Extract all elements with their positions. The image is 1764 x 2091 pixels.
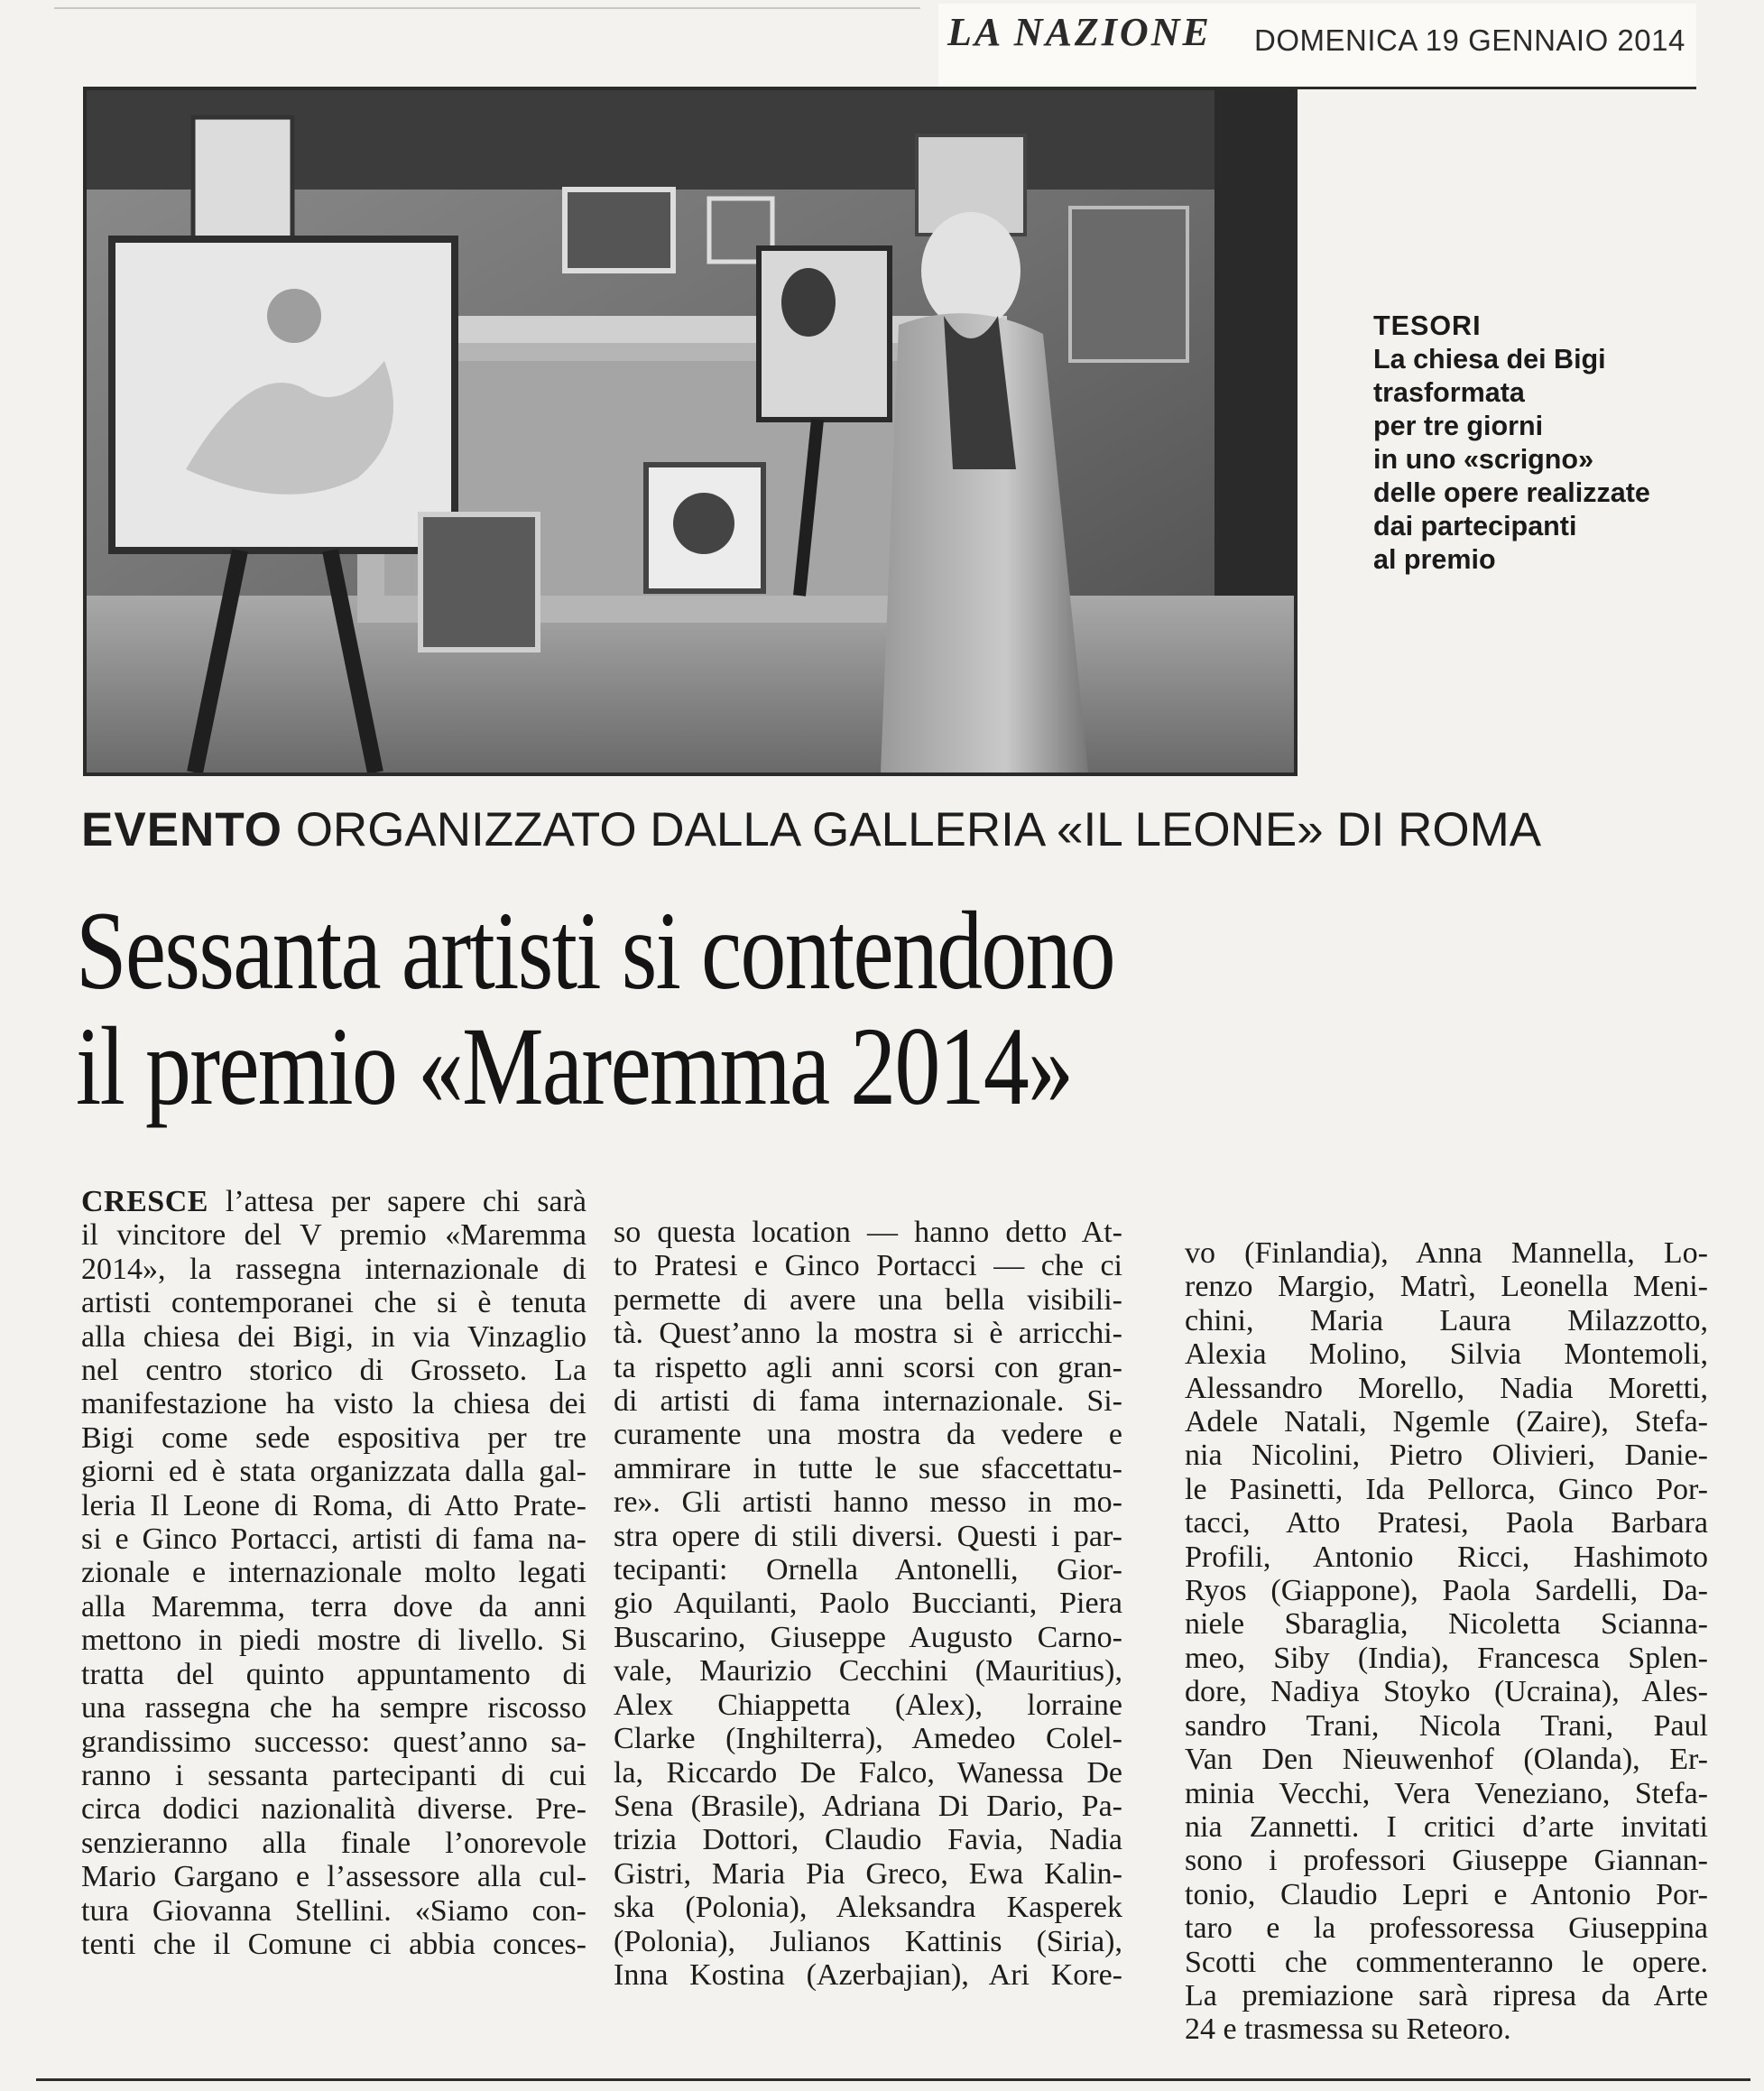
- article-text-line: re». Gli artisti hanno messo in mo-: [614, 1485, 1122, 1520]
- kicker-text: ORGANIZZATO DALLA GALLERIA «IL LEONE» DI ROMA: [282, 803, 1542, 856]
- article-text-line: vo (Finlandia), Anna Mannella, Lo-: [1185, 1236, 1708, 1270]
- caption-title: TESORI: [1373, 310, 1482, 341]
- article-text-fragment: l’attesa per sapere chi sarà: [208, 1185, 586, 1218]
- article-headline: [76, 889, 1422, 1128]
- article-text-line: ammirare in tutte le sue sfaccettatu-: [614, 1451, 1122, 1485]
- article-text-line: so questa location — hanno detto At-: [614, 1216, 1122, 1249]
- article-text-line: leria Il Leone di Roma, di Atto Prate-: [81, 1488, 586, 1522]
- article-text-line: Mario Gargano e l’assessore alla cul-: [81, 1860, 586, 1894]
- article-text-line: gio Aquilanti, Paolo Buccianti, Piera: [614, 1587, 1122, 1621]
- article-text-line: nel centro storico di Grosseto. La: [81, 1354, 586, 1388]
- article-text-line: una rassegna che ha sempre riscosso: [81, 1691, 586, 1726]
- article-text-line: Adele Natali, Ngemle (Zaire), Stefa-: [1185, 1405, 1708, 1439]
- article-text-line: le Pasinetti, Ida Pellorca, Ginco Por-: [1185, 1472, 1708, 1506]
- caption-line: al premio: [1373, 544, 1496, 575]
- article-text-line: sono i professori Giuseppe Giannan-: [1185, 1844, 1708, 1878]
- article-text-line: Buscarino, Giuseppe Augusto Carno-: [614, 1620, 1122, 1654]
- article-text-line: il vincitore del V premio «Maremma: [81, 1218, 586, 1253]
- article-text-line: tacci, Atto Pratesi, Paola Barbara: [1185, 1506, 1708, 1540]
- headline-kicker: [81, 801, 1723, 859]
- article-text-line: alla chiesa dei Bigi, in via Vinzaglio: [81, 1319, 586, 1354]
- article-text-line: ska (Polonia), Aleksandra Kasperek: [614, 1891, 1122, 1925]
- article-text-line: giorni ed è stata organizzata dalla gal-: [81, 1455, 586, 1489]
- article-text-line: sandro Trani, Nicola Trani, Paul: [1185, 1708, 1708, 1743]
- article-text-line: niele Sbaraglia, Nicoletta Scianna-: [1185, 1607, 1708, 1642]
- article-text-line: Sena (Brasile), Adriana Di Dario, Pa-: [614, 1789, 1122, 1823]
- article-text-line: la, Riccardo De Falco, Wanessa De: [614, 1755, 1122, 1790]
- kicker-label: EVENTO: [81, 803, 282, 856]
- article-text-line: Gistri, Maria Pia Greco, Ewa Kalin-: [614, 1856, 1122, 1891]
- article-text-line: di artisti di fama internazionale. Si-: [614, 1384, 1122, 1419]
- article-column-3: [1185, 1236, 1708, 2047]
- article-text-line: zionale e internazionale molto legati: [81, 1556, 586, 1590]
- article-text-line: manifestazione ha visto la chiesa dei: [81, 1387, 586, 1421]
- caption-line: delle opere realizzate: [1373, 477, 1650, 508]
- article-text-line: circa dodici nazionalità diverse. Pre-: [81, 1792, 586, 1827]
- article-column-2: [614, 1216, 1122, 1992]
- photo-exhibition-image: [87, 90, 1294, 773]
- article-text-line: tecipanti: Ornella Antonelli, Gior-: [614, 1553, 1122, 1587]
- caption-line: La chiesa dei Bigi: [1373, 344, 1606, 375]
- headline-line-1: Sessanta artisti si contendono: [76, 889, 1115, 1013]
- article-text-line: Alexia Molino, Silvia Montemoli,: [1185, 1337, 1708, 1372]
- article-text-line: tenti che il Comune ci abbia conces-: [81, 1927, 586, 1961]
- article-text-line: taro e la professoressa Giuseppina: [1185, 1911, 1708, 1946]
- newspaper-name: LA NAZIONE: [947, 10, 1212, 54]
- masthead: [938, 4, 1696, 89]
- caption-line: per tre giorni: [1373, 411, 1544, 441]
- article-text-line: chini, Maria Laura Milazzotto,: [1185, 1303, 1708, 1337]
- article-text-line: nia Zannetti. I critici d’arte invitati: [1185, 1809, 1708, 1844]
- article-text-line: nia Nicolini, Pietro Olivieri, Danie-: [1185, 1439, 1708, 1473]
- article-text-line: vale, Maurizio Cecchini (Mauritius),: [614, 1654, 1122, 1689]
- article-text-line: permette di avere una bella visibili-: [614, 1282, 1122, 1317]
- article-text-line: dore, Nadiya Stoyko (Ucraina), Ales-: [1185, 1675, 1708, 1709]
- article-text-line: tratta del quinto appuntamento di: [81, 1657, 586, 1691]
- top-divider: [54, 7, 920, 9]
- bottom-divider: [36, 2078, 1750, 2081]
- publication-date: DOMENICA 19 GENNAIO 2014: [1254, 23, 1685, 57]
- article-text-line: tà. Quest’anno la mostra si è arricchi-: [614, 1317, 1122, 1351]
- article-text-line: Scotti che commenteranno le opere.: [1185, 1945, 1708, 1979]
- article-text-line: renzo Margio, Matrì, Leonella Meni-: [1185, 1270, 1708, 1304]
- article-text-line: 2014», la rassegna internazionale di: [81, 1252, 586, 1286]
- article-photo: [83, 87, 1298, 776]
- article-text-line: minia Vecchi, Vera Veneziano, Stefa-: [1185, 1776, 1708, 1810]
- article-text-line: si e Ginco Portacci, artisti di fama na-: [81, 1522, 586, 1557]
- article-column-1: [81, 1185, 586, 1961]
- article-text-line: Alessandro Morello, Nadia Moretti,: [1185, 1371, 1708, 1405]
- article-text-line: mettono in piedi mostre di livello. Si: [81, 1624, 586, 1658]
- article-text-line: tonio, Claudio Lepri e Antonio Por-: [1185, 1877, 1708, 1911]
- article-text-line: Profili, Antonio Ricci, Hashimoto: [1185, 1540, 1708, 1574]
- article-text-line: Clarke (Inghilterra), Amedeo Colel-: [614, 1722, 1122, 1756]
- article-text-line: grandissimo successo: quest’anno sa-: [81, 1725, 586, 1759]
- article-text-line: Inna Kostina (Azerbajian), Ari Kore-: [614, 1957, 1122, 1992]
- article-text-line: artisti contemporanei che si è tenuta: [81, 1286, 586, 1320]
- article-text-line: Alex Chiappetta (Alex), lorraine: [614, 1688, 1122, 1722]
- article-text-line: trizia Dottori, Claudio Favia, Nadia: [614, 1823, 1122, 1857]
- article-text-line: ta rispetto agli anni scorsi con gran-: [614, 1350, 1122, 1384]
- article-text-line: alla Maremma, terra dove da anni: [81, 1589, 586, 1624]
- article-text-line: [81, 1185, 586, 1218]
- article-text-line: tura Giovanna Stellini. «Siamo con-: [81, 1893, 586, 1928]
- caption-line: dai partecipanti: [1373, 511, 1577, 541]
- photo-caption: [1373, 310, 1734, 577]
- article-text-line: La premiazione sarà ripresa da Arte: [1185, 1978, 1708, 2012]
- article-text-line: Van Den Nieuwenhof (Olanda), Er-: [1185, 1743, 1708, 1777]
- article-text-line: curamente una mostra da vedere e: [614, 1418, 1122, 1452]
- article-text-line: stra opere di stili diversi. Questi i par-: [614, 1519, 1122, 1553]
- article-lead-word: CRESCE: [81, 1185, 208, 1218]
- headline-line-2: il premio «Maremma 2014»: [76, 1004, 1073, 1128]
- article-text-line: Ryos (Giappone), Paola Sardelli, Da-: [1185, 1574, 1708, 1608]
- article-text-line: ranno i sessanta partecipanti di cui: [81, 1758, 586, 1792]
- article-text-line: (Polonia), Julianos Kattinis (Siria),: [614, 1924, 1122, 1958]
- article-text-line: senzieranno alla finale l’onorevole: [81, 1826, 586, 1860]
- article-text-line: meo, Siby (India), Francesca Splen-: [1185, 1641, 1708, 1675]
- article-text-line: Bigi come sede espositiva per tre: [81, 1420, 586, 1455]
- article-text-line: 24 e trasmessa su Reteoro.: [1185, 2012, 1511, 2047]
- caption-line: trasformata: [1373, 377, 1525, 408]
- article-text-line: to Pratesi e Ginco Portacci — che ci: [614, 1249, 1122, 1283]
- caption-line: in uno «scrigno»: [1373, 444, 1594, 475]
